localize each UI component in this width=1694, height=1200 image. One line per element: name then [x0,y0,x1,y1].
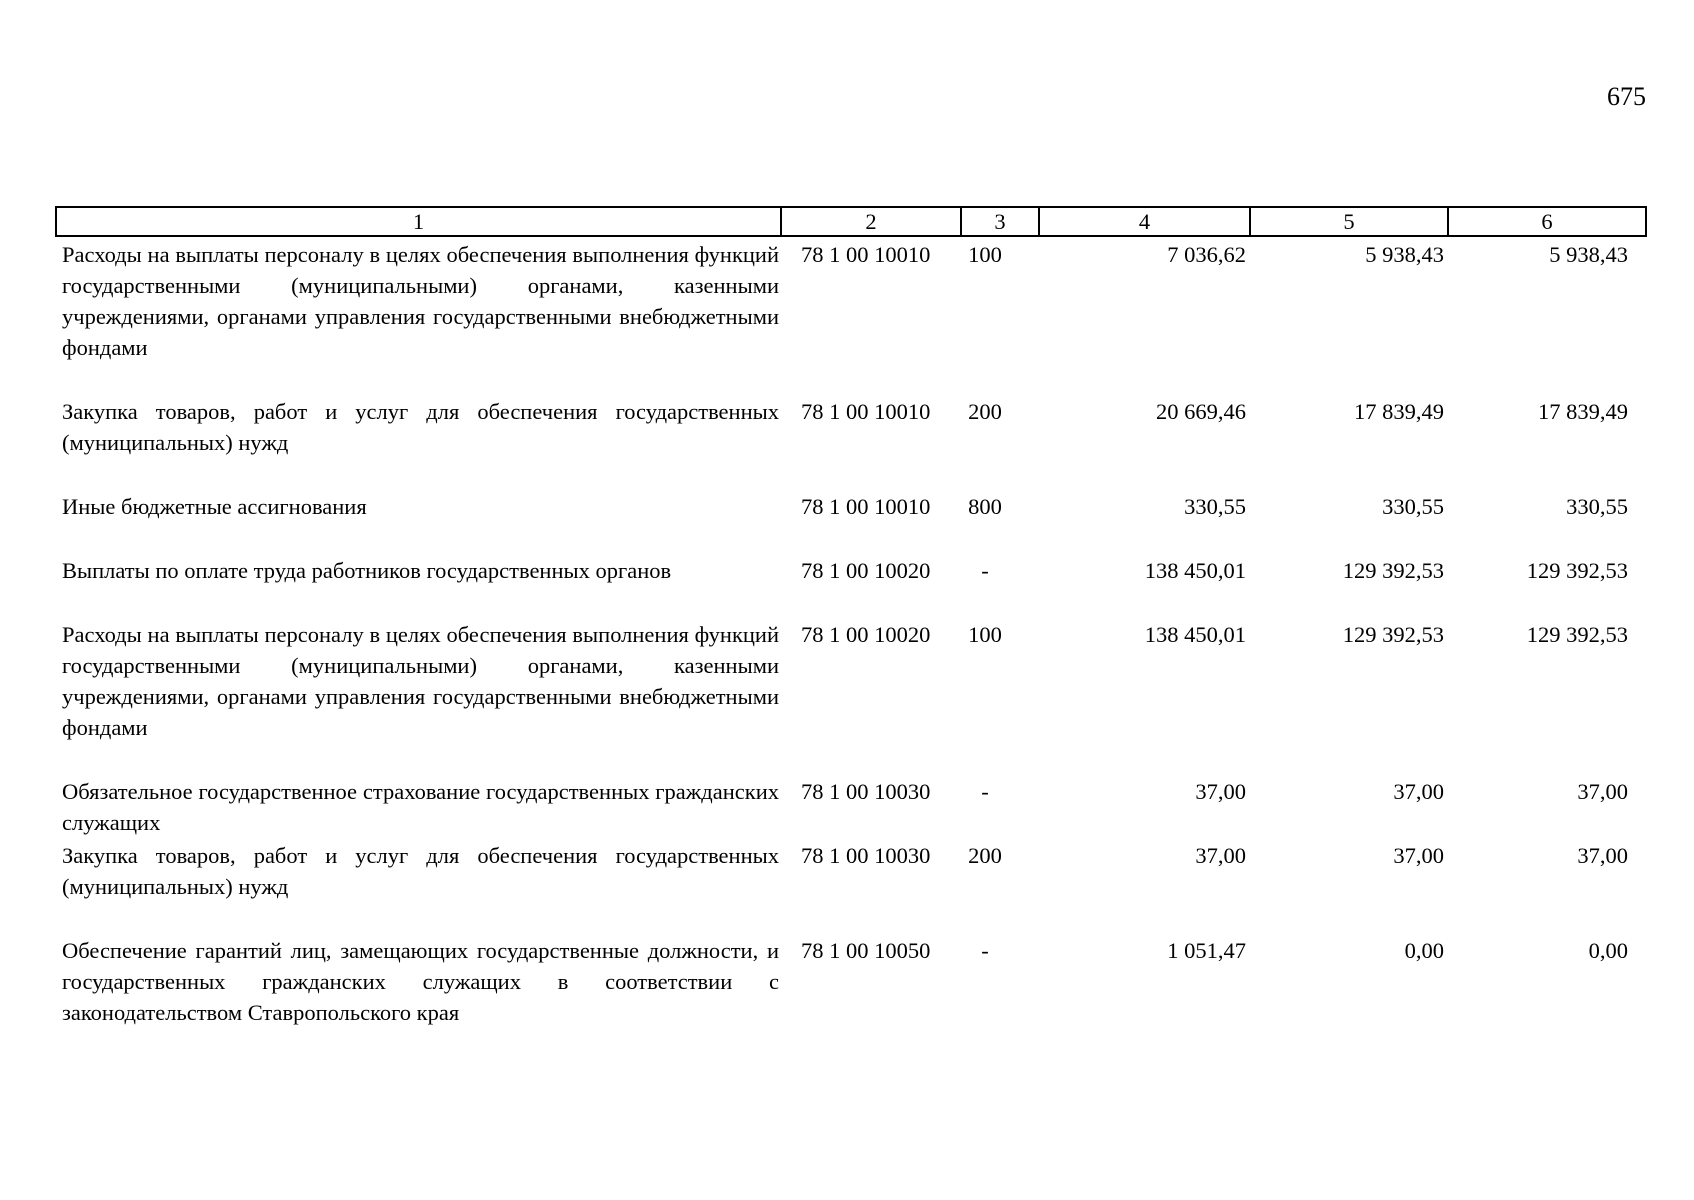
row-type: 200 [968,843,1002,868]
row-value-6: 129 392,53 [1526,622,1628,647]
row-value-4: 1 051,47 [1167,938,1246,963]
row-name: Расходы на выплаты персоналу в целях обеспечения выполнения функций государственными (муниципальными) органами, казенными учреждениями, органами управления государственными внебюджетными фондами [62,242,779,360]
row-name: Закупка товаров, работ и услуг для обеспечения государственных (муниципальных) нужд [62,843,779,899]
row-value-5: 5 938,43 [1365,242,1444,267]
row-type: - [981,779,989,804]
row-name: Обязательное государственное страхование государственных гражданских служащих [62,779,779,835]
row-name: Иные бюджетные ассигнования [62,494,367,519]
table-header [56,207,1646,236]
row-type: 100 [968,622,1002,647]
table-row [56,617,1646,774]
row-value-5: 17 839,49 [1354,399,1444,424]
row-value-4: 138 450,01 [1144,622,1246,647]
header-col-1: 1 [56,207,781,236]
row-type: - [981,938,989,963]
row-value-5: 37,00 [1393,779,1444,804]
row-code: 78 1 00 10010 [801,494,931,519]
header-col-6: 6 [1448,207,1646,236]
row-value-5: 0,00 [1404,938,1444,963]
row-value-5: 129 392,53 [1342,622,1444,647]
row-value-6: 330,55 [1566,494,1628,519]
table-row [56,394,1646,489]
row-value-6: 5 938,43 [1549,242,1628,267]
row-value-5: 330,55 [1382,494,1444,519]
row-code: 78 1 00 10030 [801,779,931,804]
row-name: Обеспечение гарантий лиц, замещающих государственные должности, и государственных гражданских служащих в соответствии с законодательством Ставропольского края [62,938,779,1025]
row-type: 100 [968,242,1002,267]
table-row [56,933,1646,1028]
budget-table [55,206,1647,1028]
row-value-4: 138 450,01 [1144,558,1246,583]
header-col-2: 2 [781,207,961,236]
page-number: 675 [1607,82,1646,111]
row-code: 78 1 00 10030 [801,843,931,868]
row-type: 800 [968,494,1002,519]
table-row [56,774,1646,838]
header-col-5: 5 [1250,207,1448,236]
table-row [56,236,1646,394]
row-value-6: 17 839,49 [1538,399,1628,424]
table-row [56,838,1646,933]
row-name: Выплаты по оплате труда работников государственных органов [62,558,672,583]
row-value-6: 129 392,53 [1526,558,1628,583]
row-value-4: 37,00 [1195,843,1246,868]
row-value-5: 129 392,53 [1342,558,1444,583]
row-value-5: 37,00 [1393,843,1444,868]
header-col-4: 4 [1039,207,1250,236]
row-value-4: 330,55 [1184,494,1246,519]
row-name: Расходы на выплаты персоналу в целях обеспечения выполнения функций государственными (муниципальными) органами, казенными учреждениями, органами управления государственными внебюджетными фондами [62,622,779,740]
row-name: Закупка товаров, работ и услуг для обеспечения государственных (муниципальных) нужд [62,399,779,455]
header-row [56,207,1646,236]
row-value-4: 20 669,46 [1156,399,1246,424]
row-value-4: 37,00 [1195,779,1246,804]
row-code: 78 1 00 10020 [801,558,931,583]
table-row [56,489,1646,553]
table-row [56,553,1646,617]
row-value-6: 37,00 [1577,843,1628,868]
row-code: 78 1 00 10010 [801,399,931,424]
row-type: - [981,558,989,583]
row-value-6: 37,00 [1577,779,1628,804]
row-code: 78 1 00 10010 [801,242,931,267]
row-code: 78 1 00 10020 [801,622,931,647]
row-type: 200 [968,399,1002,424]
header-col-3: 3 [961,207,1039,236]
table-body [56,236,1646,1028]
row-value-6: 0,00 [1588,938,1628,963]
row-code: 78 1 00 10050 [801,938,931,963]
row-value-4: 7 036,62 [1167,242,1246,267]
